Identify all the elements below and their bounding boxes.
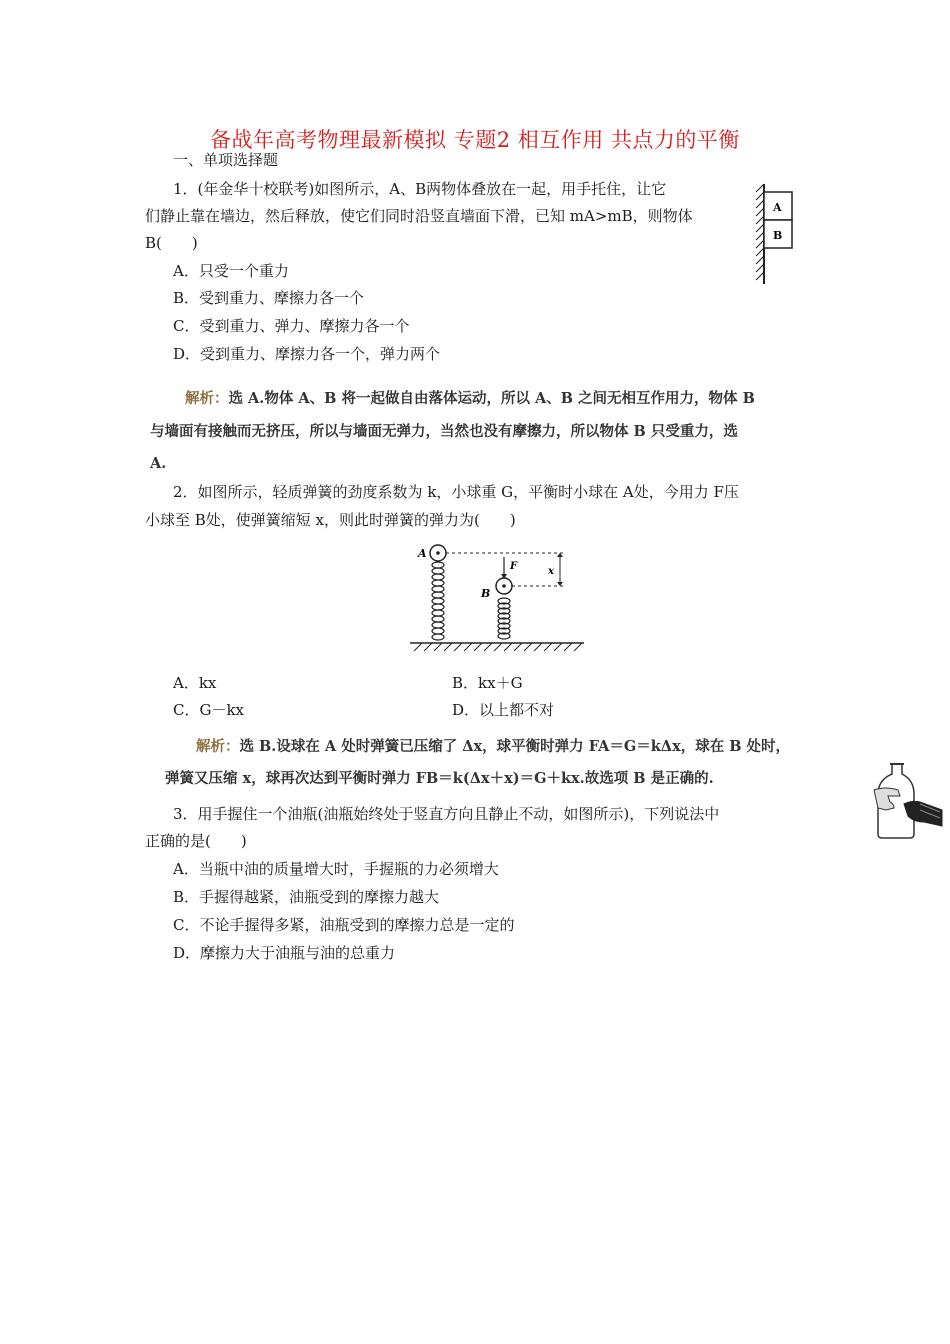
ball-b-label: B: [481, 587, 491, 600]
q2-option-b: B．kx＋G: [452, 674, 523, 692]
q3-option-d: D．摩擦力大于油瓶与油的总重力: [173, 944, 396, 962]
document-title: 备战年高考物理最新模拟 专题2 相互作用 共点力的平衡: [210, 128, 740, 152]
displacement-x-label: x: [548, 566, 554, 577]
q2-line-1: 2．如图所示，轻质弹簧的劲度系数为 k，小球重 G，平衡时小球在 A处，今用力 F压: [173, 483, 739, 501]
q1-option-b: B．受到重力、摩擦力各一个: [173, 289, 365, 307]
spring-a: [432, 562, 444, 640]
q1-solution-line-1: 解析：选 A.物体 A、B 将一起做自由落体运动，所以 A、B 之间无相互作用力，物体 B: [185, 390, 755, 407]
q2-option-a: A．kx: [173, 674, 217, 692]
q2-spring-figure: [408, 543, 586, 655]
q3-option-b: B．手握得越紧，油瓶受到的摩擦力越大: [173, 888, 440, 906]
q1-line-2: 们静止靠在墙边，然后释放，使它们同时沿竖直墙面下滑，已知 mA>mB，则物体: [145, 207, 693, 225]
q1-option-d: D．受到重力、摩擦力各一个，弹力两个: [173, 345, 441, 363]
q3-line-1: 3．用手握住一个油瓶(油瓶始终处于竖直方向且静止不动，如图所示)，下列说法中: [173, 805, 720, 823]
q3-line-2: 正确的是( ): [145, 832, 247, 850]
q1-line-3: B( ): [145, 234, 198, 252]
q1-option-c: C．受到重力、弹力、摩擦力各一个: [173, 317, 410, 335]
ball-a-label: A: [418, 547, 427, 560]
force-f-label: F: [510, 561, 518, 572]
q1-solution-line-2: 与墙面有接触而无挤压，所以与墙面无弹力，当然也没有摩擦力，所以物体 B 只受重力，选: [150, 423, 738, 440]
q1-wall-blocks-figure: [752, 182, 798, 286]
q1-line-1: 1．(年金华十校联考)如图所示，A、B两物体叠放在一起，用手托住，让它: [173, 180, 667, 198]
q2-option-c: C．G－kx: [173, 701, 245, 719]
q2-solution-label: 解析：: [196, 738, 240, 755]
q3-option-a: A．当瓶中油的质量增大时，手握瓶的力必须增大: [173, 860, 499, 878]
block-b-label: B: [773, 229, 783, 242]
q2-solution-line-1: 解析：选 B.设球在 A 处时弹簧已压缩了 Δx，球平衡时弹力 FA＝G＝kΔx，球在 B 处时，: [196, 738, 791, 755]
q3-option-c: C．不论手握得多紧，油瓶受到的摩擦力总是一定的: [173, 916, 515, 934]
block-a-label: A: [773, 201, 782, 214]
q2-line-2: 小球至 B处，使弹簧缩短 x，则此时弹簧的弹力为( ): [145, 511, 516, 529]
q1-option-a: A．只受一个重力: [173, 262, 289, 280]
section-heading: 一、单项选择题: [173, 151, 279, 169]
spring-b: [498, 598, 510, 639]
q1-solution-label: 解析：: [185, 390, 229, 407]
q2-solution-line-2: 弹簧又压缩 x，球再次达到平衡时弹力 FB＝k(Δx＋x)＝G＋kx.故选项 B 是正确的.: [165, 770, 714, 787]
q3-oil-bottle-figure: [864, 760, 946, 840]
q1-solution-line-3: A.: [150, 455, 167, 472]
q2-option-d: D．以上都不对: [452, 701, 555, 719]
